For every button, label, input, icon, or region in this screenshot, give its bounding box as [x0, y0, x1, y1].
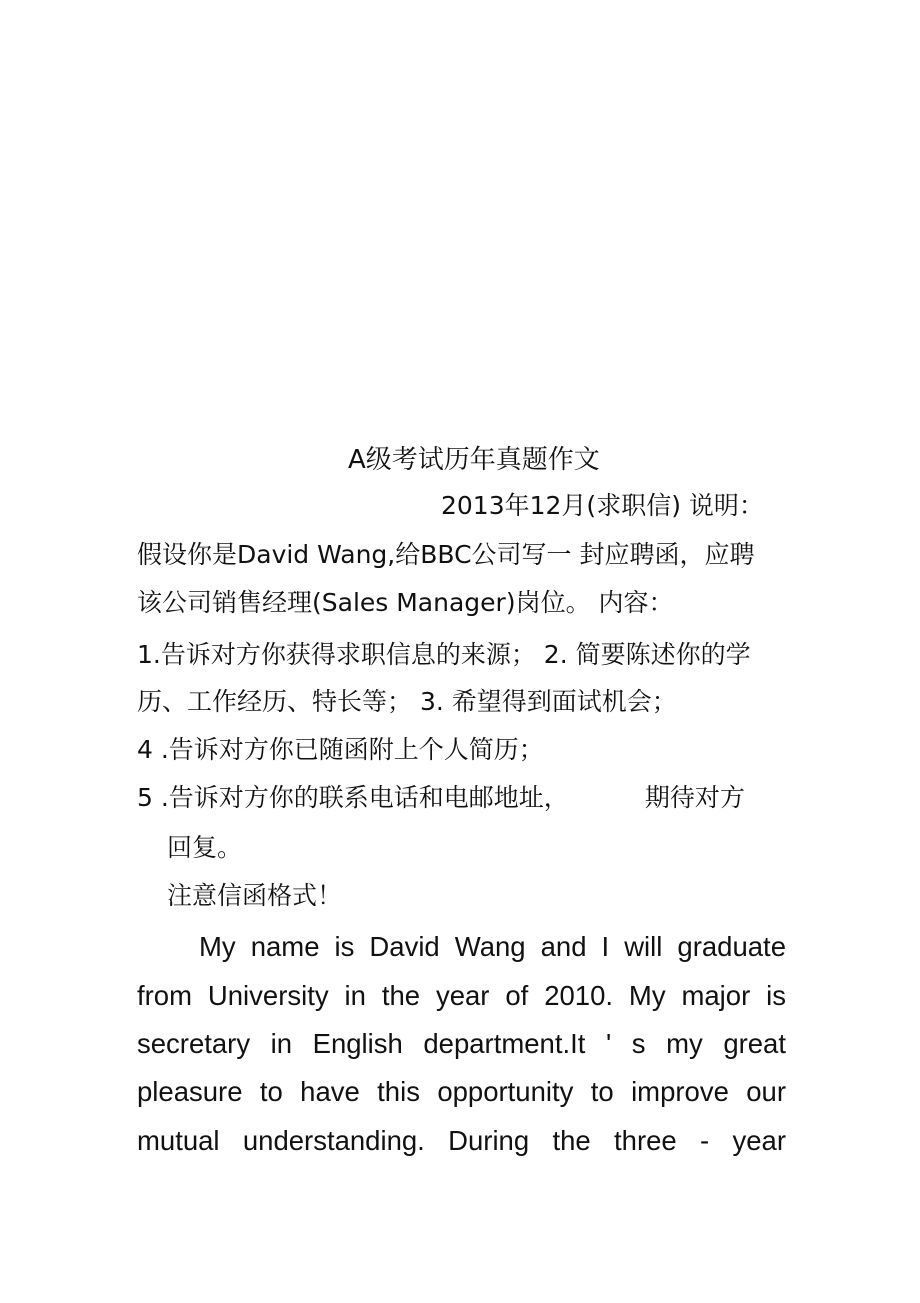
document-title: A级考试历年真题作文	[348, 445, 600, 475]
essay-line: secretary in English department.It ' s my great	[137, 1028, 786, 1059]
format-note: 注意信函格式！	[167, 881, 343, 910]
requirement-item: 历、工作经历、特长等； 3. 希望得到面试机会；	[137, 687, 677, 716]
exam-date-heading: 2013年12月(求职信) 说明：	[441, 491, 764, 520]
requirement-item	[137, 785, 745, 810]
essay-line: from University in the year of 2010. My major is	[137, 980, 786, 1011]
requirement-item: 1.告诉对方你获得求职信息的来源； 2. 简要陈述你的学	[137, 640, 751, 669]
instruction-line: 该公司销售经理(Sales Manager)岗位。 内容：	[137, 588, 674, 617]
essay-line: My name is David Wang and I will graduate	[199, 931, 786, 962]
essay-line: pleasure to have this opportunity to improve our	[137, 1076, 786, 1107]
requirement-item-tail: 期待对方	[644, 783, 745, 812]
essay-line: mutual understanding. During the three - year	[137, 1125, 786, 1156]
requirement-item: 回复。	[167, 833, 243, 862]
instruction-line: 假设你是David Wang,给BBC公司写一 封应聘函，应聘	[137, 540, 755, 569]
requirement-item-text: 5 .告诉对方你的联系电话和电邮地址，	[137, 783, 569, 812]
requirement-item: 4 .告诉对方你已随函附上个人简历；	[137, 735, 544, 764]
